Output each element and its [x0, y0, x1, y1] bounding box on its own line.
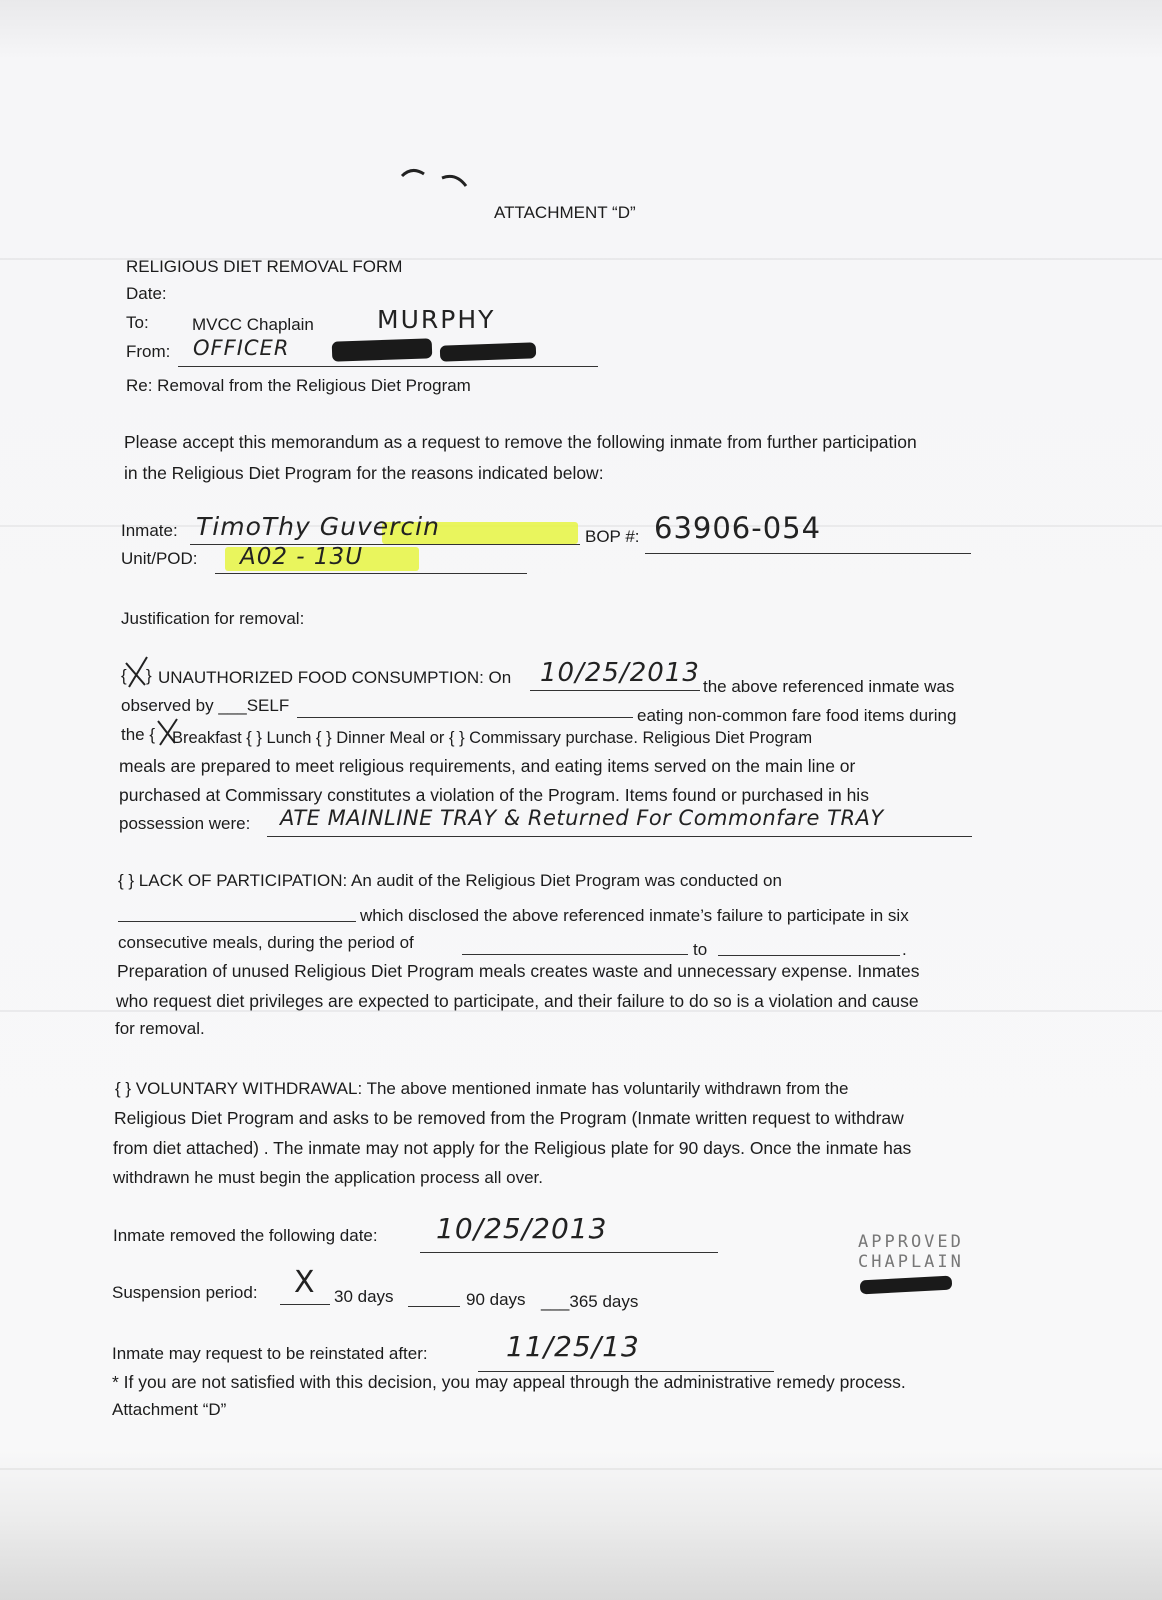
- form-title: RELIGIOUS DIET REMOVAL FORM: [126, 257, 403, 276]
- intro-line-1: Please accept this memorandum as a request to remove the following inmate from further participation: [124, 432, 917, 452]
- from-label: From:: [126, 342, 171, 361]
- lack-to-line: [718, 955, 900, 956]
- unit-label: Unit/POD:: [121, 549, 198, 568]
- lack-heading: { } LACK OF PARTICIPATION: An audit of the Religious Diet Program was conducted on: [118, 871, 782, 890]
- from-line: [178, 366, 598, 367]
- paper-fold: [0, 1468, 1162, 1470]
- reinstate-value: 11/25/13: [506, 1330, 640, 1363]
- unit-line: [215, 573, 527, 574]
- approved-stamp: [858, 1232, 964, 1272]
- lack-period: .: [902, 940, 907, 959]
- suspension-30-line: [280, 1304, 330, 1305]
- possession-line: [267, 836, 972, 837]
- suspension-mark: X: [294, 1265, 316, 1300]
- stamp-signature-redaction: [860, 1276, 953, 1295]
- reinstate-label: Inmate may request to be reinstated after:: [112, 1344, 428, 1363]
- removal-date-line: [420, 1252, 718, 1253]
- unauth-brace-open: {: [121, 666, 127, 685]
- removal-date-value: 10/25/2013: [436, 1212, 608, 1245]
- staple-mark: [398, 164, 473, 194]
- unit-value: A02 - 13U: [240, 544, 364, 570]
- option-30-days: 30 days: [334, 1287, 394, 1306]
- lack-to: to: [693, 940, 708, 959]
- appeal-note: * If you are not satisfied with this decision, you may appeal through the administrative remedy process.: [112, 1372, 906, 1392]
- observed-by: observed by ___SELF: [121, 696, 290, 715]
- unauth-date: 10/25/2013: [540, 658, 700, 688]
- unauth-heading: UNAUTHORIZED FOOD CONSUMPTION: On: [158, 668, 512, 687]
- unauth-after-date: the above referenced inmate was: [703, 677, 955, 696]
- justification-label: Justification for removal:: [121, 609, 305, 628]
- lack-from-line: [462, 954, 688, 955]
- possession-label: possession were:: [119, 814, 251, 833]
- lack-line-6: for removal.: [115, 1019, 205, 1038]
- lack-audit-line: [118, 921, 356, 922]
- inmate-label: Inmate:: [121, 521, 178, 540]
- bop-line: [645, 553, 971, 554]
- observed-after: eating non-common fare food items during: [637, 706, 957, 725]
- inmate-name: TimoThy Guvercin: [196, 512, 440, 541]
- lack-line-4: Preparation of unused Religious Diet Program meals creates waste and unnecessary expense. Inmates: [117, 961, 920, 981]
- removal-date-label: Inmate removed the following date:: [113, 1226, 378, 1245]
- attachment-title: ATTACHMENT “D”: [494, 203, 636, 222]
- meal-the: the {: [121, 725, 156, 744]
- lack-line-3: consecutive meals, during the period of: [118, 933, 414, 952]
- stamp-line-1: APPROVED: [858, 1232, 964, 1252]
- lack-line-2: which disclosed the above referenced inmate’s failure to participate in six: [360, 906, 909, 925]
- redaction-mark: [440, 342, 536, 361]
- to-value: MVCC Chaplain: [192, 315, 314, 334]
- voluntary-line-3: from diet attached) . The inmate may not apply for the Religious plate for 90 days. Once the inmate has: [113, 1138, 912, 1158]
- voluntary-line-1: { } VOLUNTARY WITHDRAWAL: The above mentioned inmate has voluntarily withdrawn from the: [115, 1079, 849, 1098]
- to-handwritten: MURPHY: [377, 305, 496, 334]
- intro-line-2: in the Religious Diet Program for the reasons indicated below:: [124, 463, 604, 483]
- suspension-90-line: [408, 1306, 460, 1307]
- unauth-line-3: meals are prepared to meet religious requirements, and eating items served on the main line or: [119, 756, 856, 776]
- redaction-mark: [332, 338, 433, 361]
- voluntary-line-2: Religious Diet Program and asks to be removed from the Program (Inmate written request to withdraw: [114, 1108, 904, 1128]
- footer-attachment: Attachment “D”: [112, 1400, 227, 1419]
- suspension-label: Suspension period:: [112, 1283, 258, 1302]
- unauth-date-line: [530, 690, 700, 691]
- meal-line: Breakfast { } Lunch { } Dinner Meal or { } Commissary purchase. Religious Diet Program: [172, 729, 813, 747]
- observed-line: [297, 717, 633, 718]
- from-handwritten: OFFICER: [193, 336, 290, 360]
- date-label: Date:: [126, 284, 167, 303]
- lack-line-5: who request diet privileges are expected to participate, and their failure to do so is a violation and cause: [116, 991, 919, 1011]
- option-90-days: 90 days: [466, 1290, 526, 1309]
- unauth-brace-close: }: [146, 666, 152, 685]
- unauth-line-4: purchased at Commissary constitutes a violation of the Program. Items found or purchased in his: [119, 785, 869, 805]
- stamp-line-2: CHAPLAIN: [858, 1252, 964, 1272]
- voluntary-line-4: withdrawn he must begin the application process all over.: [113, 1168, 543, 1187]
- bop-label: BOP #:: [585, 527, 640, 546]
- possession-value: ATE MAINLINE TRAY & Returned For Commonfare TRAY: [280, 806, 884, 830]
- to-label: To:: [126, 313, 149, 332]
- option-365-days: ___365 days: [541, 1292, 639, 1311]
- re-line: Re: Removal from the Religious Diet Program: [126, 376, 471, 395]
- bop-number: 63906-054: [654, 511, 822, 545]
